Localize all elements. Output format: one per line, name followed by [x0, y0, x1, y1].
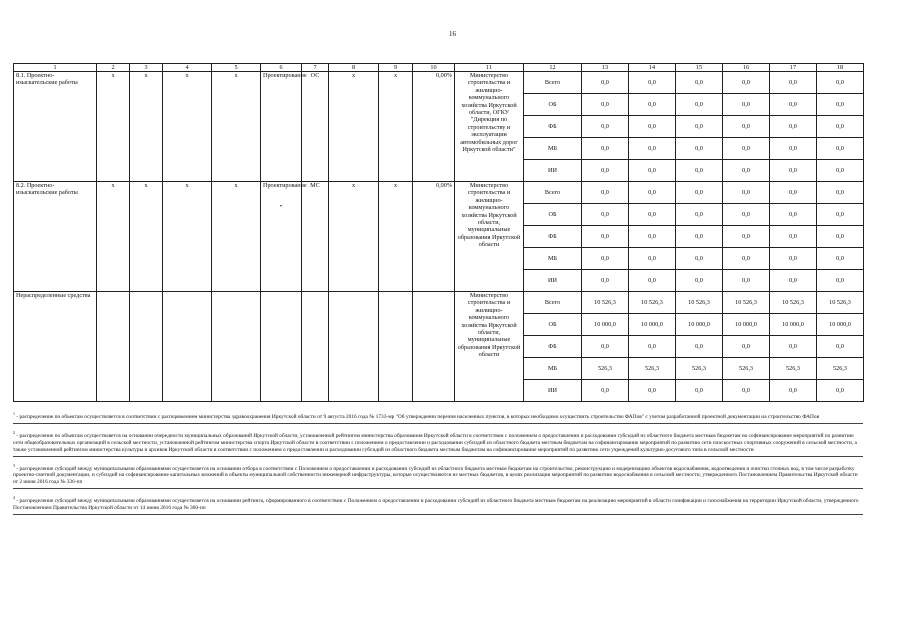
- value-cell: 0,0: [676, 72, 723, 94]
- footnote-text: - распределение по объектам осуществляется на основании очередности муниципальных образований Иркутской области, установленной рейтингом министерства образования Иркутской области в соответствии с положением о предоставлении и расходовании субсидий из областного бюджета местным бюджетам на софинансирование мероприятий по развитию сети общеобразовательных организаций в сельской местности, установленной рейтингом министерства спорта Иркутской области в соответствии с положением о предоставлении и расходовании субсидий из областного бюджета местным бюджетам на софинансирование мероприятий по развитию сети плоскостных спортивных сооружений в сельской местности, а также установленной рейтингом министерства культуры и архивов Иркутской области в соответствии с положением о предоставлении и расходовании субсидий из областного бюджета местным бюджетам на софинансирование мероприятий по развитию сети учреждений культурно-досугового типа в сельской местности.: [13, 432, 857, 453]
- funding-source: ФБ: [524, 226, 582, 248]
- work-type: [261, 72, 307, 182]
- cell-col-4: х: [163, 182, 212, 292]
- funding-source: ОБ: [524, 314, 582, 336]
- value-cell: 10 526,3: [582, 292, 629, 314]
- row-name: Нераспределенные средства: [14, 292, 97, 402]
- funding-source: Всего: [524, 292, 582, 314]
- column-number-15: 15: [676, 64, 723, 72]
- funding-source: ФБ: [524, 336, 582, 358]
- value-cell: 0,0: [629, 270, 676, 292]
- value-cell: 0,0: [676, 116, 723, 138]
- value-cell: 0,0: [582, 72, 629, 94]
- value-cell: 0,0: [723, 204, 770, 226]
- value-cell: 0,0: [723, 380, 770, 402]
- budget-level: [302, 292, 329, 402]
- row-name: 8.2. Проектно-изыскательские работы: [14, 182, 97, 292]
- footnote-3: [13, 461, 863, 490]
- column-number-17: 17: [770, 64, 817, 72]
- value-cell: 0,0: [817, 226, 864, 248]
- cell-col-9: х: [379, 182, 413, 292]
- budget-level: МС: [302, 182, 329, 292]
- column-number-3: 3: [130, 64, 163, 72]
- value-cell: 0,0: [582, 248, 629, 270]
- value-cell: 0,0: [770, 270, 817, 292]
- value-cell: 0,0: [817, 72, 864, 94]
- column-number-row: [14, 64, 864, 72]
- value-cell: 10 000,0: [770, 314, 817, 336]
- value-cell: 0,0: [770, 336, 817, 358]
- value-cell: 10 526,3: [723, 292, 770, 314]
- value-cell: 0,0: [817, 182, 864, 204]
- value-cell: 526,3: [723, 358, 770, 380]
- value-cell: 0,0: [817, 270, 864, 292]
- cell-col-8: х: [329, 182, 379, 292]
- value-cell: 0,0: [582, 270, 629, 292]
- column-number-12: 12: [524, 64, 582, 72]
- value-cell: 0,0: [676, 160, 723, 182]
- value-cell: 0,0: [629, 160, 676, 182]
- value-cell: 0,0: [723, 138, 770, 160]
- value-cell: 10 000,0: [723, 314, 770, 336]
- value-cell: 10 000,0: [582, 314, 629, 336]
- funding-source: ИИ: [524, 160, 582, 182]
- footnotes: [13, 409, 863, 519]
- value-cell: 10 000,0: [676, 314, 723, 336]
- percent: 0,00%: [413, 72, 455, 182]
- value-cell: 0,0: [770, 94, 817, 116]
- value-cell: 10 526,3: [629, 292, 676, 314]
- value-cell: 10 000,0: [629, 314, 676, 336]
- value-cell: 0,0: [723, 160, 770, 182]
- column-number-10: 10: [413, 64, 455, 72]
- value-cell: 0,0: [629, 182, 676, 204]
- value-cell: 526,3: [817, 358, 864, 380]
- budget-table: [13, 63, 864, 402]
- column-number-2: 2: [97, 64, 130, 72]
- footnote-mark: 3: [13, 462, 15, 468]
- column-number-14: 14: [629, 64, 676, 72]
- column-number-16: 16: [723, 64, 770, 72]
- value-cell: 0,0: [676, 336, 723, 358]
- value-cell: 0,0: [676, 94, 723, 116]
- value-cell: 0,0: [770, 204, 817, 226]
- percent: 0,00%: [413, 182, 455, 292]
- funding-source: ФБ: [524, 116, 582, 138]
- work-type: [261, 182, 307, 292]
- funding-source: Всего: [524, 182, 582, 204]
- value-cell: 10 526,3: [676, 292, 723, 314]
- value-cell: 0,0: [723, 116, 770, 138]
- value-cell: 0,0: [582, 116, 629, 138]
- cell-col-4: х: [163, 72, 212, 182]
- cell-col-3: х: [130, 182, 163, 292]
- footnote-text: - распределение по объектам осуществляется в соответствии с распоряжением министерства здравоохранения Иркутской области от 9 августа 2016 года № 1733-мр "Об утверждении перечня населенных пунктов, в которых необходимо осуществить строительство ФАПов" с учетом разработанной проектной документации на строительство ФАПов: [16, 413, 820, 420]
- responsible-executor: Министерство строительства и жилищно-коммунального хозяйства Иркутской области, муниципальные образования Иркутской области: [455, 182, 524, 292]
- value-cell: 10 526,3: [817, 292, 864, 314]
- value-cell: 0,0: [723, 270, 770, 292]
- value-cell: 0,0: [629, 116, 676, 138]
- value-cell: 0,0: [770, 182, 817, 204]
- work-type: [261, 292, 302, 402]
- footnote-mark: 1: [13, 411, 15, 416]
- cell-col-2: [97, 292, 130, 402]
- value-cell: 0,0: [676, 138, 723, 160]
- column-number-5: 5: [212, 64, 261, 72]
- footnote-text: - распределение субсидий между муниципальными образованиями осуществляется на основании отбора в соответствии с Положением о предоставлении и расходовании субсидий из областного бюджета местным бюджетам на строительство, реконструкцию и модернизацию объектов водоснабжения, водоотведения и очистки сточных вод, в том числе разработку проектно-сметной документации, и субсидий на софинансирование капитальных вложений в объекты муниципальной собственности инженерной инфраструктуры, которые осуществляются из местных бюджетов, в целях реализации мероприятий по развитию водоснабжения в сельской местности, утвержденного Постановлением Правительства Иркутской области от 2 июня 2016 года № 336-пп: [13, 465, 858, 486]
- column-number-4: 4: [163, 64, 212, 72]
- responsible-executor: Министерство строительства и жилищно-коммунального хозяйства Иркутской области, ОГКУ "Дирекция по строительству и эксплуатации автомобильных дорог Иркутской области": [455, 72, 524, 182]
- footnote-2: [13, 428, 863, 457]
- column-number-11: 11: [455, 64, 524, 72]
- cell-col-5: х: [212, 182, 261, 292]
- value-cell: 0,0: [723, 182, 770, 204]
- value-cell: 0,0: [817, 138, 864, 160]
- cell-col-3: [130, 292, 163, 402]
- cell-col-3: х: [130, 72, 163, 182]
- work-type-text: Проектирование: [263, 72, 307, 79]
- value-cell: 0,0: [582, 380, 629, 402]
- value-cell: 10 526,3: [770, 292, 817, 314]
- value-cell: 0,0: [770, 248, 817, 270]
- dot-mark: •: [279, 203, 283, 211]
- value-cell: 0,0: [817, 94, 864, 116]
- value-cell: 0,0: [629, 72, 676, 94]
- cell-col-2: х: [97, 182, 130, 292]
- value-cell: 0,0: [723, 72, 770, 94]
- value-cell: 0,0: [582, 336, 629, 358]
- column-number-8: 8: [329, 64, 379, 72]
- page-number: 16: [449, 30, 456, 38]
- funding-source: Всего: [524, 72, 582, 94]
- value-cell: 526,3: [676, 358, 723, 380]
- column-number-9: 9: [379, 64, 413, 72]
- value-cell: 0,0: [582, 182, 629, 204]
- cell-col-2: х: [97, 72, 130, 182]
- value-cell: 0,0: [629, 336, 676, 358]
- footnote-1: [13, 409, 863, 424]
- value-cell: 0,0: [629, 94, 676, 116]
- table-row: [14, 72, 864, 94]
- value-cell: 0,0: [629, 248, 676, 270]
- cell-col-8: [329, 292, 379, 402]
- footnote-mark: 2: [13, 429, 15, 435]
- value-cell: 0,0: [676, 270, 723, 292]
- value-cell: 0,0: [723, 248, 770, 270]
- value-cell: 526,3: [582, 358, 629, 380]
- value-cell: 0,0: [723, 226, 770, 248]
- funding-source: МБ: [524, 358, 582, 380]
- value-cell: 0,0: [817, 160, 864, 182]
- percent: [413, 292, 455, 402]
- cell-col-8: х: [329, 72, 379, 182]
- value-cell: 0,0: [629, 380, 676, 402]
- value-cell: 526,3: [629, 358, 676, 380]
- value-cell: 526,3: [770, 358, 817, 380]
- funding-source: ОБ: [524, 204, 582, 226]
- value-cell: 0,0: [723, 94, 770, 116]
- value-cell: 0,0: [817, 204, 864, 226]
- funding-source: ИИ: [524, 380, 582, 402]
- column-number-18: 18: [817, 64, 864, 72]
- value-cell: 0,0: [676, 226, 723, 248]
- value-cell: 0,0: [817, 380, 864, 402]
- value-cell: 0,0: [770, 138, 817, 160]
- column-number-6: 6: [261, 64, 302, 72]
- footnote-4: [13, 493, 863, 515]
- funding-source: МБ: [524, 138, 582, 160]
- cell-col-5: [212, 292, 261, 402]
- column-number-13: 13: [582, 64, 629, 72]
- value-cell: 0,0: [676, 248, 723, 270]
- value-cell: 0,0: [629, 204, 676, 226]
- footnote-text: - распределение субсидий между муниципальными образованиями осуществляется на основании рейтинга, сформированного в соответствии с Положением о предоставлении и расходовании субсидий из областного бюджета местным бюджетам на реализацию мероприятий в области газификации и газоснабжения на территории Иркутской области, утвержденного Постановлением Правительства Иркутской области от 14 июня 2016 года № 360-пп: [13, 498, 859, 512]
- row-name: 8.1. Проектно-изыскательские работы: [14, 72, 97, 182]
- value-cell: 0,0: [770, 160, 817, 182]
- value-cell: 0,0: [676, 204, 723, 226]
- footnote-mark: 4: [13, 495, 15, 501]
- value-cell: 0,0: [723, 336, 770, 358]
- cell-col-5: х: [212, 72, 261, 182]
- cell-col-9: [379, 292, 413, 402]
- column-number-7: 7: [302, 64, 329, 72]
- table-row: [14, 292, 864, 314]
- value-cell: 0,0: [770, 72, 817, 94]
- value-cell: 0,0: [770, 226, 817, 248]
- value-cell: 0,0: [676, 380, 723, 402]
- value-cell: 0,0: [676, 182, 723, 204]
- value-cell: 0,0: [582, 94, 629, 116]
- table-row: [14, 182, 864, 204]
- value-cell: 0,0: [770, 116, 817, 138]
- budget-level: ОС: [302, 72, 329, 182]
- value-cell: 10 000,0: [817, 314, 864, 336]
- value-cell: 0,0: [817, 336, 864, 358]
- value-cell: 0,0: [582, 138, 629, 160]
- value-cell: 0,0: [817, 116, 864, 138]
- value-cell: 0,0: [817, 248, 864, 270]
- value-cell: 0,0: [629, 138, 676, 160]
- value-cell: 0,0: [582, 204, 629, 226]
- funding-source: МБ: [524, 248, 582, 270]
- work-type-text: Проектирование: [263, 182, 307, 189]
- funding-source: ИИ: [524, 270, 582, 292]
- column-number-1: 1: [14, 64, 97, 72]
- responsible-executor: Министерство строительства и жилищно-коммунального хозяйства Иркутской области, муниципальные образования Иркутской области: [455, 292, 524, 402]
- value-cell: 0,0: [770, 380, 817, 402]
- value-cell: 0,0: [629, 226, 676, 248]
- value-cell: 0,0: [582, 226, 629, 248]
- cell-col-9: х: [379, 72, 413, 182]
- cell-col-4: [163, 292, 212, 402]
- funding-source: ОБ: [524, 94, 582, 116]
- value-cell: 0,0: [582, 160, 629, 182]
